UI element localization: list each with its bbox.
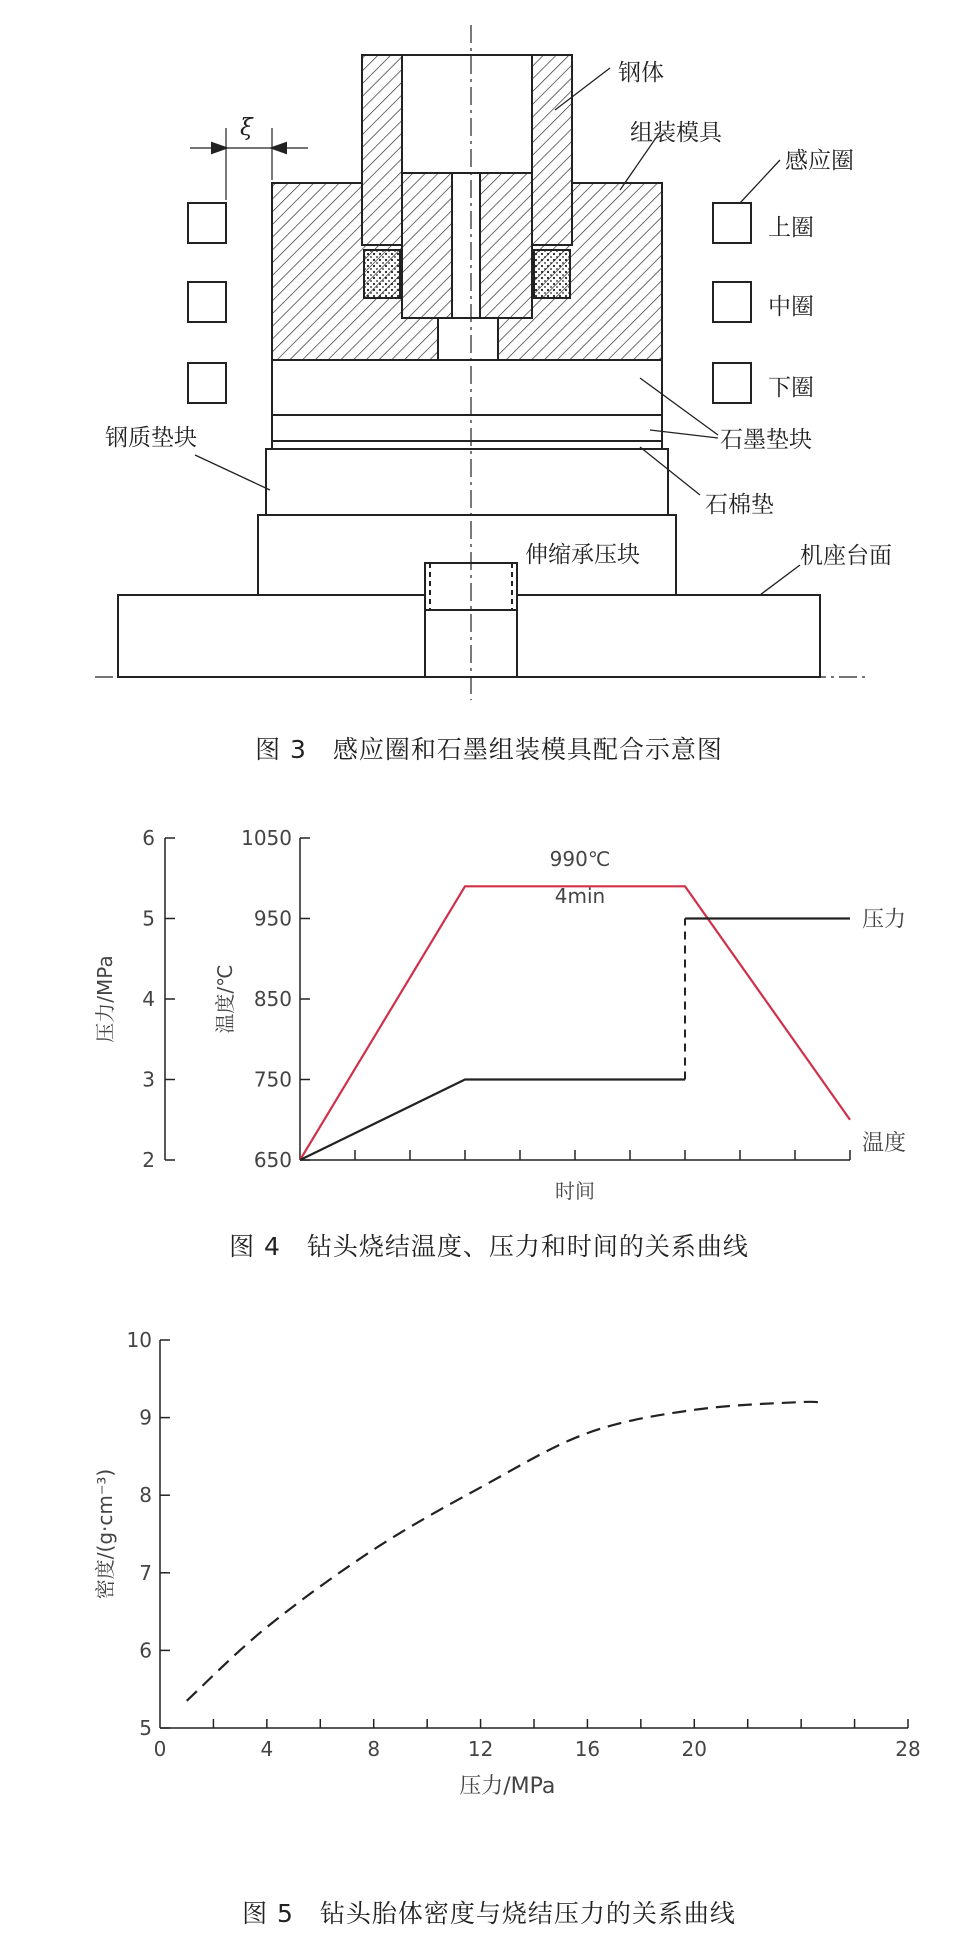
pressure-tick-label: 4 — [142, 987, 155, 1011]
pressure-tick-label: 8 — [367, 1737, 381, 1761]
density-series-line — [187, 1402, 823, 1701]
label-mold: 组装模具 — [630, 120, 722, 146]
density-tick-label: 9 — [139, 1405, 152, 1430]
label-graphite-pad: 石墨垫块 — [720, 427, 812, 453]
label-asbestos-pad: 石棉垫 — [705, 492, 774, 518]
label-steel-pad: 钢质垫块 — [105, 425, 197, 451]
label-lower-coil: 下圈 — [768, 375, 814, 401]
pressure-tick-label: 3 — [142, 1067, 155, 1092]
pressure-tick-label: 20 — [681, 1737, 708, 1761]
pressure-tick-label: 16 — [574, 1737, 601, 1761]
figure-5-caption: 图 5 钻头胎体密度与烧结压力的关系曲线 — [242, 1899, 736, 1928]
pressure-axis-label: 压力/MPa — [93, 955, 117, 1043]
pressure-tick-label: 0 — [153, 1737, 167, 1761]
label-upper-coil: 上圈 — [768, 215, 814, 241]
temperature-tick-label: 650 — [253, 1148, 292, 1172]
pressure-tick-label: 12 — [467, 1737, 494, 1761]
peak-temperature-annotation: 990℃ — [549, 847, 611, 871]
temperature-tick-label: 850 — [253, 987, 292, 1011]
density-tick-label: 10 — [126, 1328, 152, 1352]
figure-4-caption: 图 4 钻头烧结温度、压力和时间的关系曲线 — [229, 1232, 749, 1261]
density-tick-label: 6 — [139, 1638, 152, 1663]
temperature-tick-label: 1050 — [241, 826, 292, 850]
label-xi: ξ — [240, 115, 253, 141]
density-tick-label: 8 — [139, 1483, 152, 1508]
pressure-tick-label: 6 — [142, 826, 155, 850]
label-coil: 感应圈 — [785, 148, 854, 174]
label-machine-base: 机座台面 — [800, 543, 892, 569]
temperature-axis-label: 温度/℃ — [213, 964, 237, 1034]
temperature-tick-label: 750 — [253, 1067, 292, 1092]
pressure-tick-label: 2 — [142, 1148, 155, 1172]
pressure-series-label: 压力 — [862, 907, 907, 933]
density-tick-label: 5 — [139, 1716, 152, 1740]
label-middle-coil: 中圈 — [768, 294, 814, 320]
label-steel-body: 钢体 — [618, 60, 664, 86]
temperature-series-label: 温度 — [862, 1130, 907, 1156]
pressure-tick-label: 4 — [260, 1737, 274, 1761]
figure-3-caption: 图 3 感应圈和石墨组装模具配合示意图 — [255, 735, 723, 764]
pressure-tick-label: 28 — [895, 1737, 921, 1761]
pressure-axis-label: 压力/MPa — [459, 1774, 556, 1799]
label-telescopic-block: 伸缩承压块 — [525, 542, 640, 568]
pressure-tick-label: 5 — [142, 906, 155, 931]
density-tick-label: 7 — [139, 1560, 152, 1585]
time-axis-label: 时间 — [555, 1179, 595, 1203]
temperature-tick-label: 950 — [253, 906, 292, 931]
density-axis-label: 密度/(g·cm⁻³) — [93, 1468, 117, 1600]
hold-time-annotation: 4min — [554, 884, 606, 908]
